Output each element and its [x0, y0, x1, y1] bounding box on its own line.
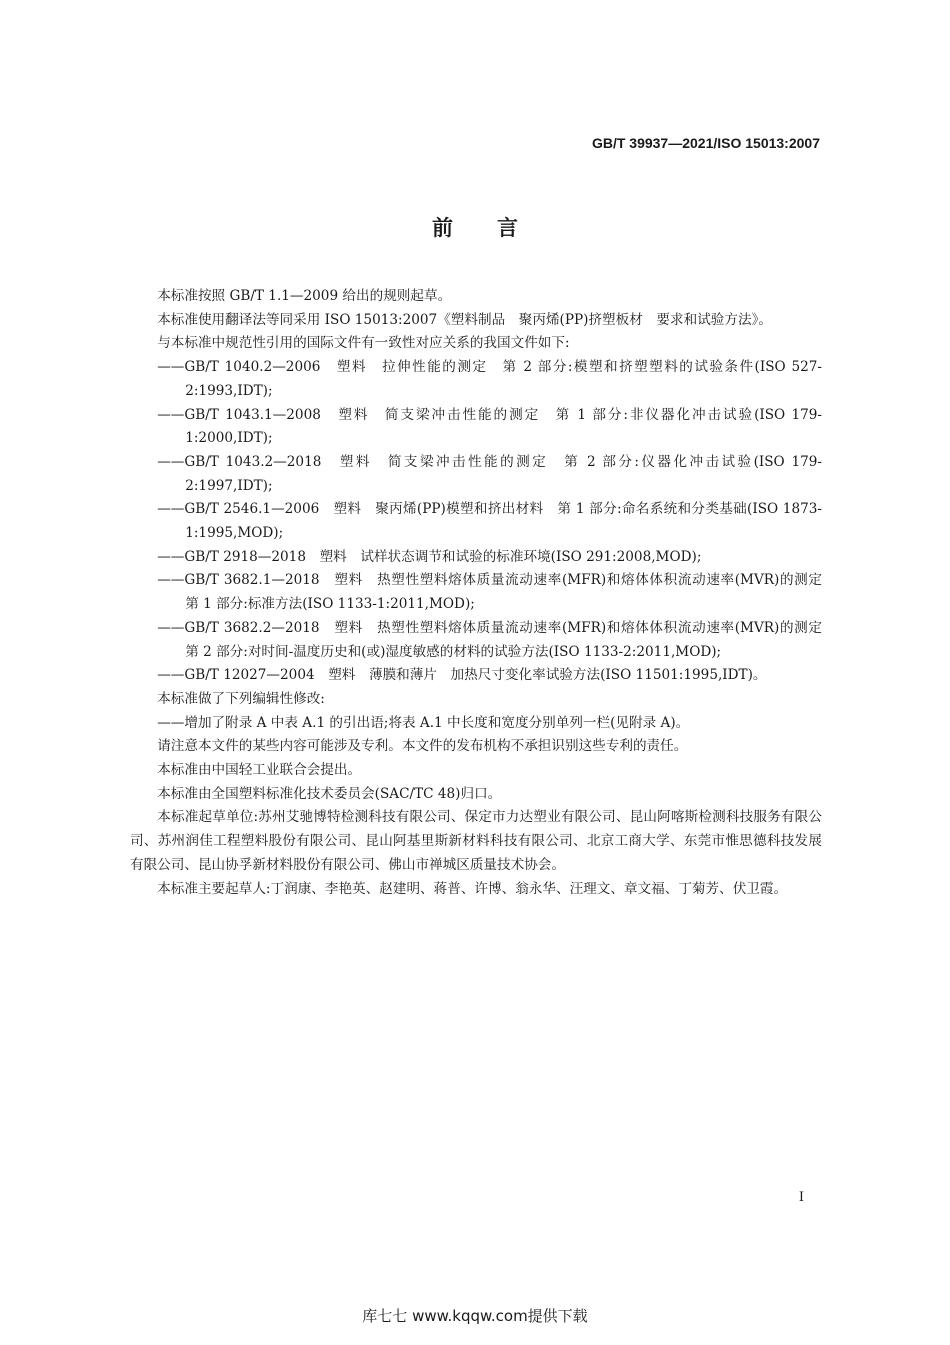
- reference-item: ——GB/T 3682.2—2018 塑料 热塑性塑料熔体质量流动速率(MFR)和熔体体积流动速率(MVR)的测定 第 2 部分:对时间-温度历史和(或)湿度敏感的材料的试验方法(ISO 1133-2:2011,MOD);: [157, 619, 836, 660]
- paragraph: 本标准由中国轻工业联合会提出。: [157, 762, 362, 779]
- download-footer: 库七七 www.kqqw.com提供下载: [362, 1307, 588, 1325]
- page-title: 前言: [432, 216, 562, 240]
- reference-item: ——GB/T 2918—2018 塑料 试样状态调节和试验的标准环境(ISO 291:2008,MOD);: [157, 548, 702, 565]
- editorial-item: ——增加了附录 A 中表 A.1 的引出语;将表 A.1 中长度和宽度分别单列一栏(见附录 A)。: [157, 714, 690, 731]
- paragraph: 本标准使用翻译法等同采用 ISO 15013:2007《塑料制品 聚丙烯(PP)挤塑板材 要求和试验方法》。: [157, 311, 772, 328]
- paragraph: 本标准主要起草人:丁润康、李艳英、赵建明、蒋普、许博、翁永华、汪理文、章文福、丁菊芳、伏卫霞。: [157, 880, 788, 897]
- paragraph: 与本标准中规范性引用的国际文件有一致性对应关系的我国文件如下:: [157, 335, 570, 352]
- standard-code: GB/T 39937—2021/ISO 15013:2007: [591, 135, 820, 151]
- editorial-intro: 本标准做了下列编辑性修改:: [157, 690, 325, 707]
- reference-item: ——GB/T 1040.2—2006 塑料 拉伸性能的测定 第 2 部分:模塑和挤塑塑料的试验条件(ISO 527-2:1993,IDT);: [157, 359, 822, 399]
- foreword-body: [130, 285, 836, 901]
- paragraph: 本标准由全国塑料标准化技术委员会(SAC/TC 48)归口。: [157, 785, 502, 802]
- page-number: I: [798, 1190, 804, 1205]
- reference-item: ——GB/T 2546.1—2006 塑料 聚丙烯(PP)模塑和挤出材料 第 1 部分:命名系统和分类基础(ISO 1873-1:1995,MOD);: [157, 501, 822, 542]
- paragraph: 本标准按照 GB/T 1.1—2009 给出的规则起草。: [157, 288, 452, 304]
- reference-item: ——GB/T 3682.1—2018 塑料 热塑性塑料熔体质量流动速率(MFR)和熔体体积流动速率(MVR)的测定 第 1 部分:标准方法(ISO 1133-1:2011,MOD);: [157, 572, 836, 613]
- reference-item: ——GB/T 12027—2004 塑料 薄膜和薄片 加热尺寸变化率试验方法(ISO 11501:1995,IDT)。: [157, 667, 767, 684]
- reference-item: ——GB/T 1043.1—2008 塑料 简支梁冲击性能的测定 第 1 部分:非仪器化冲击试验(ISO 179-1:2000,IDT);: [157, 406, 822, 447]
- paragraph: 本标准起草单位:苏州艾驰博特检测科技有限公司、保定市力达塑业有限公司、昆山阿喀斯检测科技服务有限公司、苏州润佳工程塑料股份有限公司、昆山阿基里斯新材料科技有限公司、北京工商大学、东莞市惟思德科技发展有限公司、昆山协孚新材料股份有限公司、佛山市禅城区质量技术协会。: [130, 809, 822, 873]
- paragraph: 请注意本文件的某些内容可能涉及专利。本文件的发布机构不承担识别这些专利的责任。: [157, 738, 688, 755]
- reference-item: ——GB/T 1043.2—2018 塑料 简支梁冲击性能的测定 第 2 部分:仪器化冲击试验(ISO 179-2:1997,IDT);: [157, 453, 822, 494]
